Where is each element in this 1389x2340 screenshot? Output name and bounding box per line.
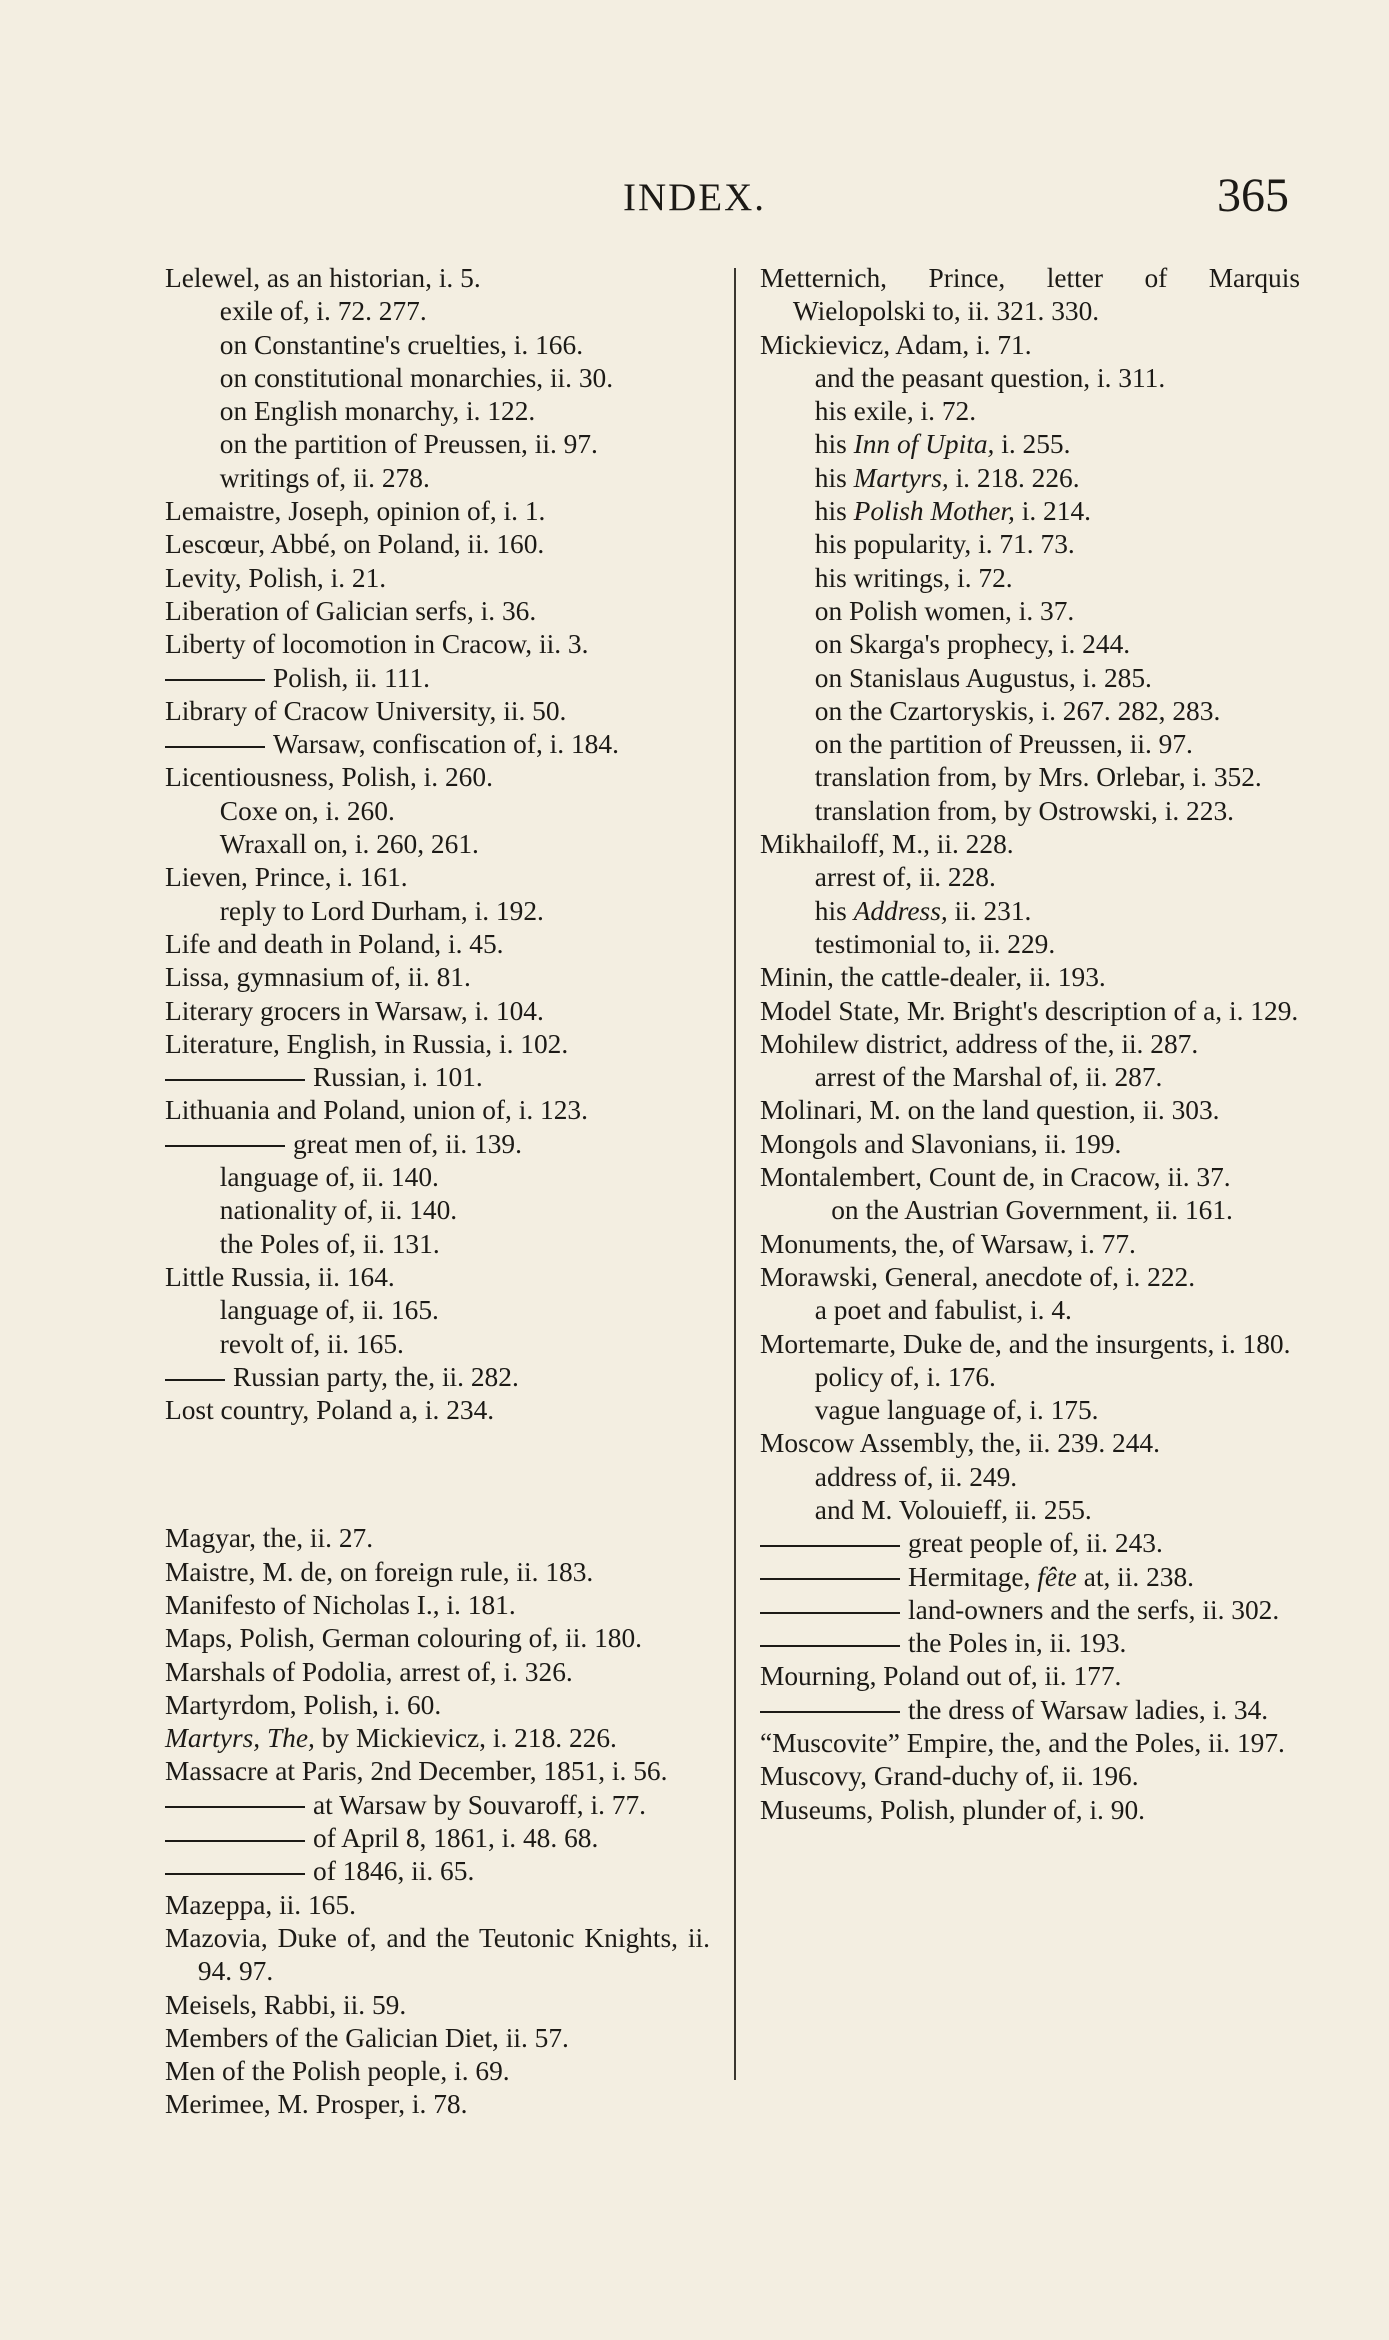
index-entry: Lithuania and Poland, union of, i. 123. [165,1095,588,1126]
index-dash-entry: the dress of Warsaw ladies, i. 34. [760,1694,1300,1727]
index-subentry: his writings, i. 72. [814,562,1013,593]
index-dash-entry: great people of, ii. 243. [760,1527,1300,1560]
index-entry: Mohilew district, address of the, ii. 287. [760,1028,1199,1059]
index-subentry: on constitutional monarchies, ii. 30. [219,362,614,393]
index-subentry: on the partition of Preussen, ii. 97. [219,429,598,460]
index-dash-entry: great men of, ii. 139. [165,1128,710,1161]
index-entry: Metternich, Prince, letter of Marquis Wielopolski to, ii. 321. 330. [760,263,1300,327]
ditto-dash [760,1545,900,1547]
index-entry: Manifesto of Nicholas I., i. 181. [165,1589,516,1620]
index-subentry: his Martyrs, i. 218. 226. [814,462,1080,493]
index-subentry: nationality of, ii. 140. [219,1195,458,1226]
ditto-dash [165,1806,305,1808]
index-subentry: on the Czartoryskis, i. 267. 282, 283. [814,695,1221,726]
index-dash-entry: Russian party, the, ii. 282. [165,1361,710,1394]
index-entry: Mazovia, Duke of, and the Teutonic Knights, ii. 94. 97. [165,1922,710,1987]
index-entry: Mazeppa, ii. 165. [165,1889,356,1920]
index-entry: Model State, Mr. Bright's description of a, i. 129. [760,995,1299,1026]
index-entry: Molinari, M. on the land question, ii. 303. [760,1095,1220,1126]
index-subentry: translation from, by Ostrowski, i. 223. [814,795,1234,826]
ditto-dash [760,1612,900,1614]
index-dash-entry: Hermitage, fête at, ii. 238. [760,1561,1300,1594]
index-entry: Mikhailoff, M., ii. 228. [760,829,1014,860]
index-entry: Lieven, Prince, i. 161. [165,862,408,893]
index-entry: Martyrs, The, by Mickievicz, i. 218. 226. [165,1723,617,1754]
index-dash-entry: Polish, ii. 111. [165,662,710,695]
index-subentry: on the Austrian Government, ii. 161. [831,1195,1233,1226]
index-entry: Mickievicz, Adam, i. 71. [760,329,1032,360]
ditto-dash [165,679,265,681]
index-subentry: address of, ii. 249. [814,1461,1018,1492]
index-subentry: on Polish women, i. 37. [814,595,1075,626]
index-entry: Moscow Assembly, the, ii. 239. 244. [760,1428,1160,1459]
ditto-dash [165,1079,305,1081]
index-entry: Merimee, M. Prosper, i. 78. [165,2089,468,2120]
index-dash-entry: at Warsaw by Souvaroff, i. 77. [165,1789,710,1822]
index-subentry: Wraxall on, i. 260, 261. [219,829,479,860]
index-entry: Maistre, M. de, on foreign rule, ii. 183. [165,1556,594,1587]
index-subentry: on the partition of Preussen, ii. 97. [814,729,1193,760]
page-number: 365 [1217,169,1289,222]
index-dash-entry: of April 8, 1861, i. 48. 68. [165,1822,710,1855]
index-entry: Lescœur, Abbé, on Poland, ii. 160. [165,529,545,560]
index-entry: Liberty of locomotion in Cracow, ii. 3. [165,629,589,660]
index-dash-entry: land-owners and the serfs, ii. 302. [760,1594,1300,1627]
index-subentry: on English monarchy, i. 122. [219,396,536,427]
ditto-dash [165,1379,225,1381]
index-entry: Literature, English, in Russia, i. 102. [165,1028,569,1059]
index-subentry: the Poles of, ii. 131. [219,1228,440,1259]
index-subentry: reply to Lord Durham, i. 192. [219,895,544,926]
index-dash-entry: Warsaw, confiscation of, i. 184. [165,728,710,761]
ditto-dash [760,1645,900,1647]
index-subentry: language of, ii. 140. [219,1162,439,1193]
index-entry: Members of the Galician Diet, ii. 57. [165,2022,569,2053]
index-subentry: translation from, by Mrs. Orlebar, i. 352. [814,762,1262,793]
index-entry: Lemaistre, Joseph, opinion of, i. 1. [165,496,546,527]
index-entry: Maps, Polish, German colouring of, ii. 180. [165,1623,643,1654]
index-subentry: writings of, ii. 278. [219,462,430,493]
index-entry: Magyar, the, ii. 27. [165,1523,374,1554]
index-dash-entry: of 1846, ii. 65. [165,1855,710,1888]
right-column [760,262,1300,1827]
index-subentry: Coxe on, i. 260. [219,795,395,826]
index-entry: Literary grocers in Warsaw, i. 104. [165,995,544,1026]
index-entry: Lissa, gymnasium of, ii. 81. [165,962,471,993]
index-subentry: policy of, i. 176. [814,1361,996,1392]
index-entry: Museums, Polish, plunder of, i. 90. [760,1794,1145,1825]
index-subentry: his Polish Mother, i. 214. [814,496,1091,527]
index-subentry: language of, ii. 165. [219,1295,439,1326]
index-subentry: on Skarga's prophecy, i. 244. [814,629,1131,660]
index-subentry: vague language of, i. 175. [814,1395,1099,1426]
index-entry: Mourning, Poland out of, ii. 177. [760,1661,1122,1692]
left-column [165,262,710,2122]
index-entry: Licentiousness, Polish, i. 260. [165,762,493,793]
index-subentry: exile of, i. 72. 277. [219,296,427,327]
ditto-dash [165,1873,305,1875]
letter-gap [165,1427,710,1522]
index-entry: Library of Cracow University, ii. 50. [165,695,567,726]
index-subentry: a poet and fabulist, i. 4. [814,1295,1072,1326]
index-entry: Morawski, General, anecdote of, i. 222. [760,1261,1196,1292]
ditto-dash [760,1711,900,1713]
index-dash-entry: the Poles in, ii. 193. [760,1627,1300,1660]
column-divider [734,268,736,2080]
index-subentry: and M. Volouieff, ii. 255. [814,1494,1092,1525]
index-entry: Massacre at Paris, 2nd December, 1851, i. 56. [165,1756,668,1787]
index-entry: Mortemarte, Duke de, and the insurgents, i. 180. [760,1328,1291,1359]
index-entry: Life and death in Poland, i. 45. [165,928,504,959]
index-entry: Montalembert, Count de, in Cracow, ii. 37. [760,1162,1231,1193]
index-subentry: his popularity, i. 71. 73. [814,529,1075,560]
index-entry: Liberation of Galician serfs, i. 36. [165,595,537,626]
index-dash-entry: Russian, i. 101. [165,1061,710,1094]
index-subentry: his Address, ii. 231. [814,895,1032,926]
ditto-dash [165,746,265,748]
index-subentry: arrest of, ii. 228. [814,862,996,893]
index-entry: Mongols and Slavonians, ii. 199. [760,1128,1122,1159]
ditto-dash [165,1145,285,1147]
index-subentry: and the peasant question, i. 311. [814,362,1166,393]
index-entry: Men of the Polish people, i. 69. [165,2056,510,2087]
index-subentry: on Constantine's cruelties, i. 166. [219,329,584,360]
ditto-dash [165,1840,305,1842]
index-subentry: his Inn of Upita, i. 255. [814,429,1071,460]
index-entry: Lelewel, as an historian, i. 5. [165,263,481,293]
index-entry: Marshals of Podolia, arrest of, i. 326. [165,1656,573,1687]
index-subentry: testimonial to, ii. 229. [814,928,1056,959]
index-subentry: revolt of, ii. 165. [219,1328,404,1359]
page-title: INDEX. [622,176,767,219]
index-entry: Little Russia, ii. 164. [165,1261,395,1292]
index-entry: Lost country, Poland a, i. 234. [165,1395,495,1426]
index-entry: Meisels, Rabbi, ii. 59. [165,1989,407,2020]
index-subentry: his exile, i. 72. [814,396,977,427]
index-entry: Martyrdom, Polish, i. 60. [165,1689,442,1720]
ditto-dash [760,1578,900,1580]
index-entry: Minin, the cattle-dealer, ii. 193. [760,962,1106,993]
index-entry: Monuments, the, of Warsaw, i. 77. [760,1228,1136,1259]
index-entry: “Muscovite” Empire, the, and the Poles, ii. 197. [760,1728,1285,1759]
index-subentry: on Stanislaus Augustus, i. 285. [814,662,1152,693]
index-subentry: arrest of the Marshal of, ii. 287. [814,1062,1163,1093]
index-entry: Muscovy, Grand-duchy of, ii. 196. [760,1761,1139,1792]
index-entry: Levity, Polish, i. 21. [165,562,387,593]
